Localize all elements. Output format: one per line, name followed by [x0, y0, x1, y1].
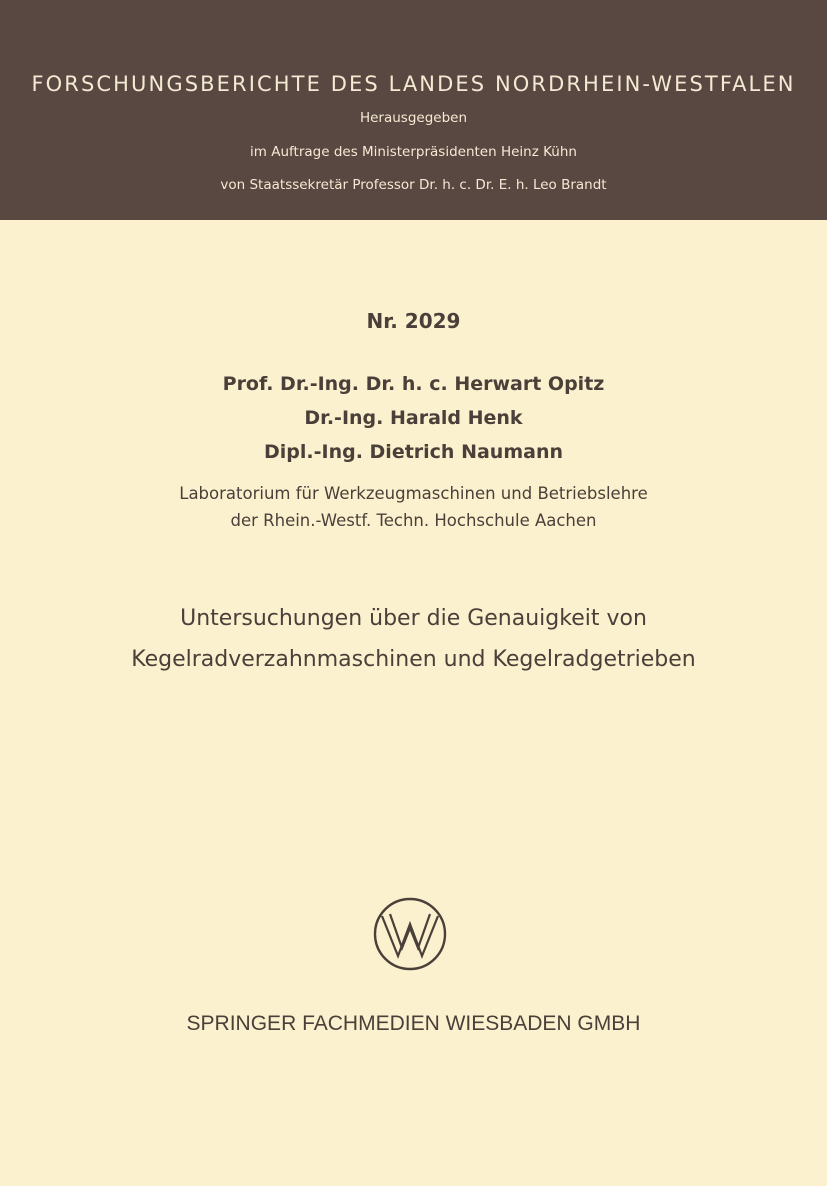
institution-line-2: der Rhein.-Westf. Techn. Hochschule Aachen [230, 511, 597, 530]
publisher-name: SPRINGER FACHMEDIEN WIESBADEN GMBH [186, 1012, 641, 1035]
editor-line-1: Herausgegeben [359, 110, 468, 126]
author-2: Dr.-Ing. Harald Henk [304, 407, 523, 429]
header-band [0, 0, 827, 220]
publisher-logo-icon [372, 896, 448, 972]
editor-line-3: von Staatssekretär Professor Dr. h. c. Dr. E. h. Leo Brandt [220, 177, 607, 193]
author-1: Prof. Dr.-Ing. Dr. h. c. Herwart Opitz [222, 373, 605, 395]
series-title: FORSCHUNGSBERICHTE DES LANDES NORDRHEIN-WESTFALEN [31, 72, 796, 96]
book-title-line-2: Kegelradverzahnmaschinen und Kegelradgetrieben [131, 647, 696, 672]
report-number: Nr. 2029 [366, 309, 461, 333]
institution-line-1: Laboratorium für Werkzeugmaschinen und Betriebslehre [179, 484, 648, 503]
editor-line-2: im Auftrage des Ministerpräsidenten Heinz Kühn [250, 144, 577, 160]
book-title-line-1: Untersuchungen über die Genauigkeit von [180, 606, 647, 631]
svg-text:W: W [410, 968, 411, 969]
author-3: Dipl.-Ing. Dietrich Naumann [264, 441, 563, 463]
